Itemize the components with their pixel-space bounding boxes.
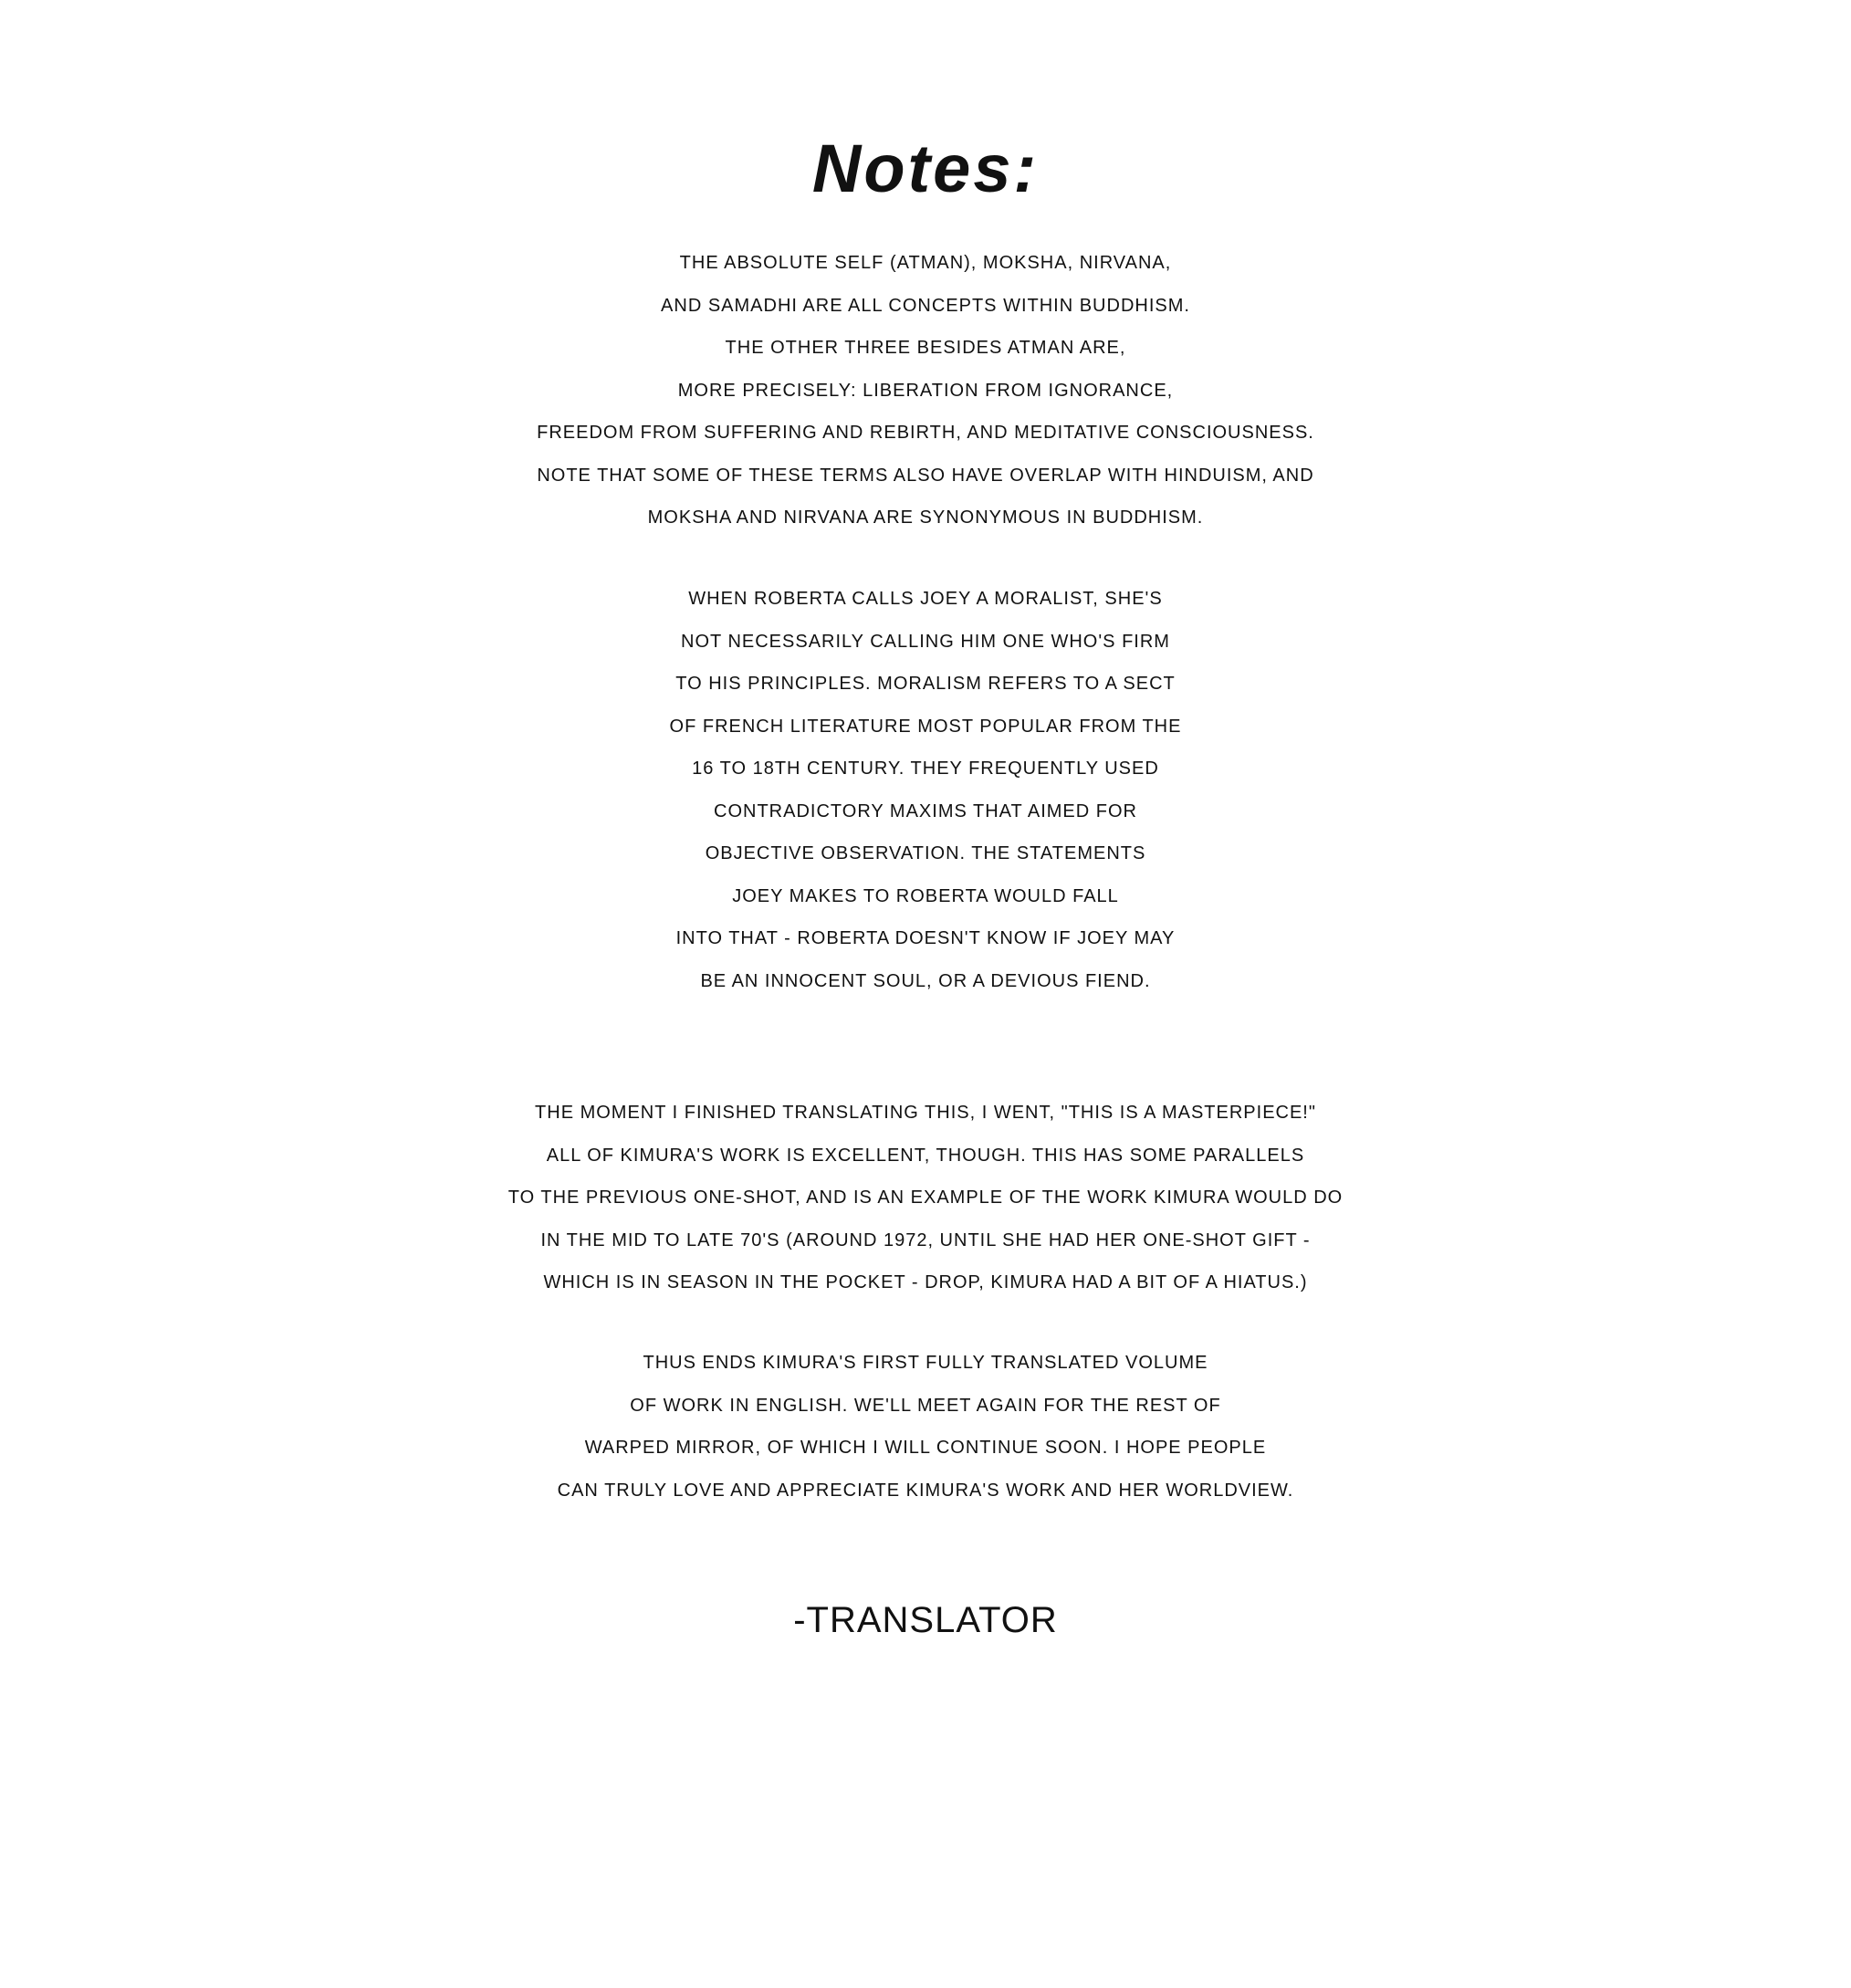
text-line: CONTRADICTORY MAXIMS THAT AIMED FOR [714, 800, 1137, 821]
text-line: CAN TRULY LOVE AND APPRECIATE KIMURA'S WORK AND HER WORLDVIEW. [557, 1480, 1294, 1501]
text-line: MOKSHA AND NIRVANA ARE SYNONYMOUS IN BUDDHISM. [647, 507, 1204, 528]
text-line: 16 TO 18TH CENTURY. THEY FREQUENTLY USED [692, 759, 1159, 779]
text-line: JOEY MAKES TO ROBERTA WOULD FALL [732, 885, 1119, 906]
text-line: INTO THAT - ROBERTA DOESN'T KNOW IF JOEY MAY [675, 928, 1176, 948]
text-line: OF WORK IN ENGLISH. WE'LL MEET AGAIN FOR THE REST OF [630, 1395, 1221, 1416]
paragraph-buddhism-terms [0, 242, 1851, 539]
text-line: THUS ENDS KIMURA'S FIRST FULLY TRANSLATED VOLUME [643, 1353, 1208, 1373]
text-line: WHEN ROBERTA CALLS JOEY A MORALIST, SHE'S [688, 589, 1163, 609]
paragraph-moralist [0, 578, 1851, 1002]
text-line: TO HIS PRINCIPLES. MORALISM REFERS TO A SECT [675, 674, 1176, 694]
text-line: NOTE THAT SOME OF THESE TERMS ALSO HAVE OVERLAP WITH HINDUISM, AND [537, 465, 1314, 486]
text-line: THE OTHER THREE BESIDES ATMAN ARE, [725, 338, 1126, 358]
text-line: OBJECTIVE OBSERVATION. THE STATEMENTS [705, 843, 1146, 863]
text-line: AND SAMADHI ARE ALL CONCEPTS WITHIN BUDDHISM. [661, 295, 1190, 316]
text-line: MORE PRECISELY: LIBERATION FROM IGNORANCE, [677, 380, 1174, 401]
text-line: TO THE PREVIOUS ONE-SHOT, AND IS AN EXAMPLE OF THE WORK KIMURA WOULD DO [507, 1188, 1344, 1208]
translator-signature: -TRANSLATOR [793, 1600, 1058, 1640]
text-line: THE MOMENT I FINISHED TRANSLATING THIS, I WENT, "THIS IS A MASTERPIECE!" [535, 1103, 1316, 1123]
text-line: IN THE MID TO LATE 70'S (AROUND 1972, UNTIL SHE HAD HER ONE-SHOT GIFT - [540, 1229, 1311, 1250]
text-line: OF FRENCH LITERATURE MOST POPULAR FROM THE [669, 716, 1182, 737]
text-line: FREEDOM FROM SUFFERING AND REBIRTH, AND MEDITATIVE CONSCIOUSNESS. [537, 423, 1314, 443]
paragraph-closing [0, 1342, 1851, 1512]
paragraph-masterpiece [0, 1092, 1851, 1304]
text-line: BE AN INNOCENT SOUL, OR A DEVIOUS FIEND. [700, 970, 1151, 991]
text-line: ALL OF KIMURA'S WORK IS EXCELLENT, THOUGH. THIS HAS SOME PARALLELS [546, 1145, 1305, 1166]
text-line: THE ABSOLUTE SELF (ATMAN), MOKSHA, NIRVANA, [679, 253, 1172, 273]
text-line: WHICH IS IN SEASON IN THE POCKET - DROP, KIMURA HAD A BIT OF A HIATUS.) [543, 1272, 1308, 1292]
text-line: NOT NECESSARILY CALLING HIM ONE WHO'S FIRM [681, 631, 1170, 652]
page-title: Notes: [811, 131, 1040, 206]
text-line: WARPED MIRROR, OF WHICH I WILL CONTINUE SOON. I HOPE PEOPLE [584, 1438, 1267, 1458]
